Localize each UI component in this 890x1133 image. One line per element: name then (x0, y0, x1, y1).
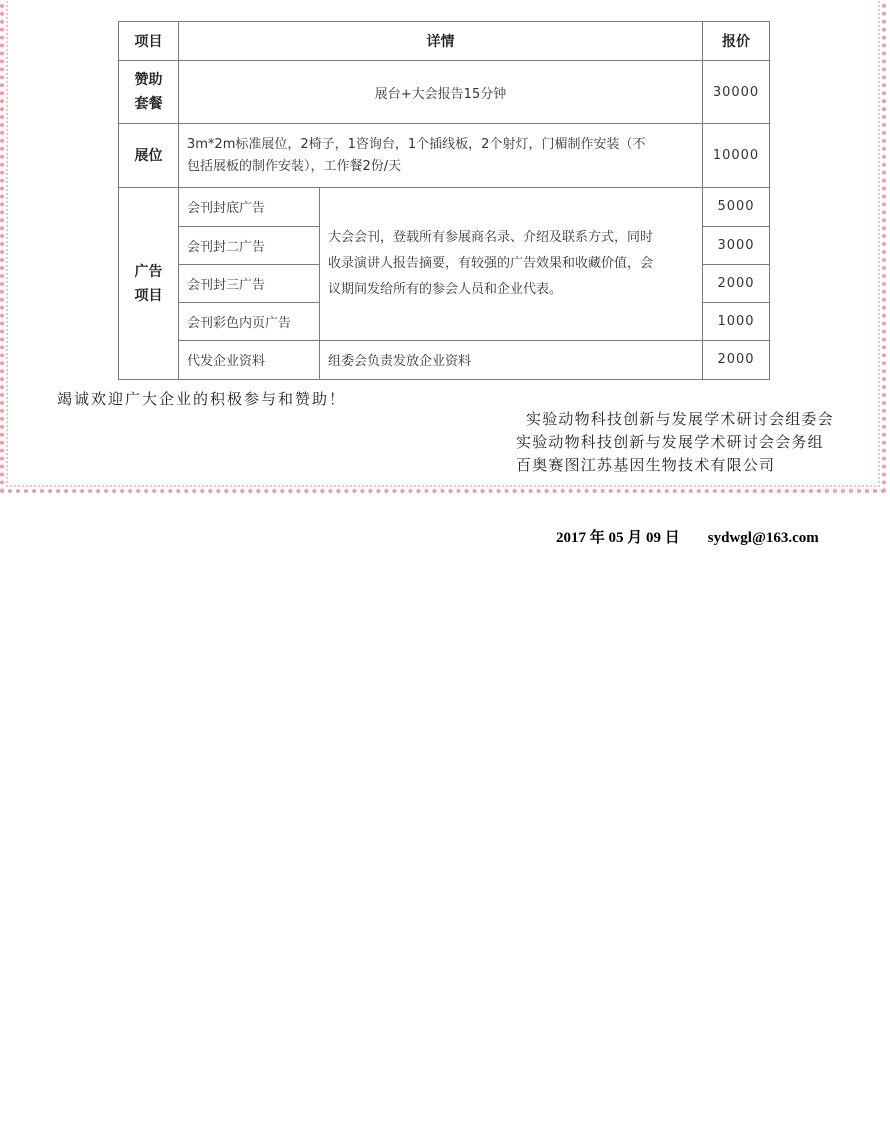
table-header-row (119, 22, 770, 61)
organizer-list (516, 408, 834, 477)
distribute-label: 代发企业资料 (179, 340, 320, 379)
footer-date: 2017 年 05 月 09 日 (556, 530, 680, 546)
organizer-line: 实验动物科技创新与发展学术研讨会会务组 (516, 433, 824, 451)
table-row (119, 188, 770, 226)
table-row (119, 340, 770, 379)
sponsorship-price-table (118, 21, 770, 380)
ad-item-price: 2000 (703, 264, 770, 302)
ad-item-label: 会刊封二广告 (179, 226, 320, 264)
table-row (119, 61, 770, 124)
header-price: 报价 (703, 22, 770, 61)
table-row (119, 124, 770, 188)
sponsor-package-name: 赞助 套餐 (119, 61, 179, 124)
booth-price: 10000 (703, 124, 770, 188)
ad-item-price: 3000 (703, 226, 770, 264)
organizer-line: 百奥赛图江苏基因生物技术有限公司 (516, 456, 776, 474)
booth-name: 展位 (119, 124, 179, 188)
ad-item-price: 5000 (703, 188, 770, 226)
ad-item-label: 会刊封三广告 (179, 264, 320, 302)
distribute-detail: 组委会负责发放企业资料 (320, 340, 703, 379)
page-footer (556, 526, 819, 547)
header-item: 项目 (119, 22, 179, 61)
sponsor-package-detail: 展台+大会报告15分钟 (179, 61, 703, 124)
ad-item-price: 1000 (703, 302, 770, 340)
distribute-price: 2000 (703, 340, 770, 379)
ads-category-name: 广告 项目 (119, 188, 179, 380)
ads-description: 大会会刊，登载所有参展商名录、介绍及联系方式，同时 收录演讲人报告摘要，有较强的广告效果和收藏价值，会 议期间发给所有的参会人员和企业代表。 (320, 188, 703, 340)
ad-item-label: 会刊封底广告 (179, 188, 320, 226)
booth-detail: 3m*2m标准展位，2椅子，1咨询台，1个插线板，2个射灯，门楣制作安装（不 包括展板的制作安装），工作餐2份/天 (179, 124, 703, 188)
header-detail: 详情 (179, 22, 703, 61)
sponsor-package-price: 30000 (703, 61, 770, 124)
organizer-line: 实验动物科技创新与发展学术研讨会组委会 (526, 410, 834, 428)
ad-item-label: 会刊彩色内页广告 (179, 302, 320, 340)
footer-email: sydwgl@163.com (707, 530, 819, 546)
welcome-message: 竭诚欢迎广大企业的积极参与和赞助！ (57, 390, 347, 408)
